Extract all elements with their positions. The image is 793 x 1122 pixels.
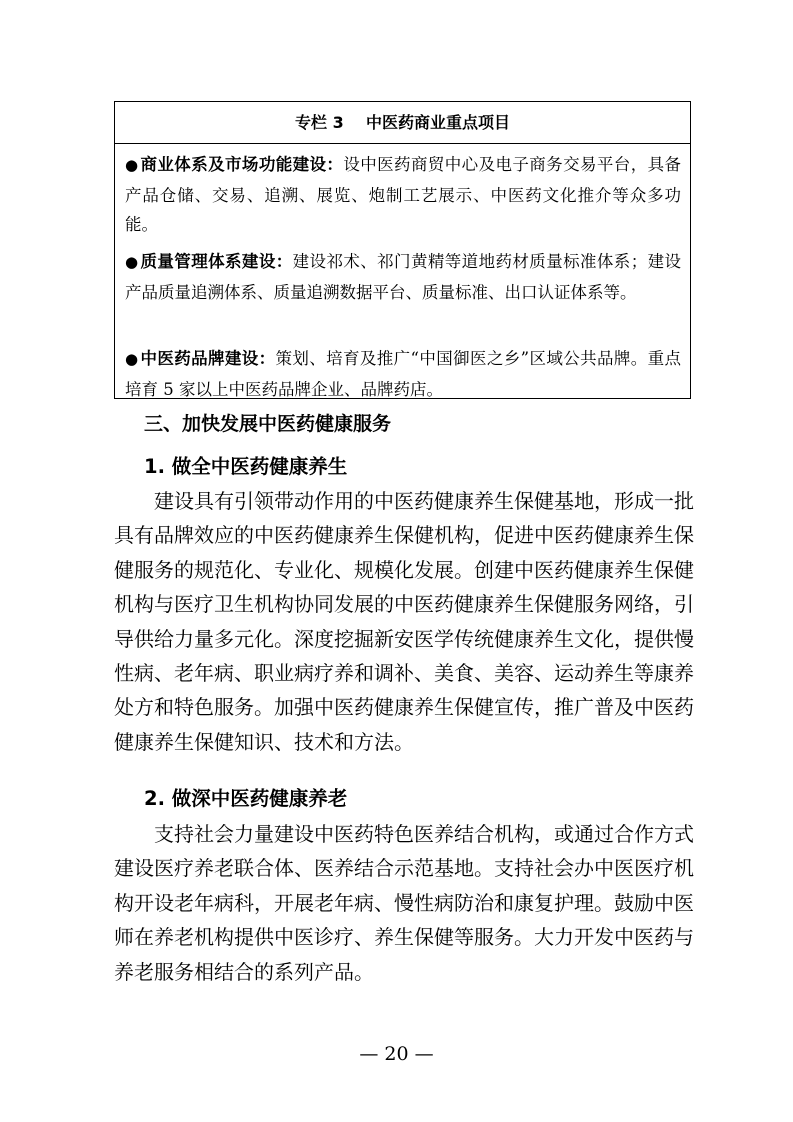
body-paragraph-health-preservation: 建设具有引领带动作用的中医药健康养生保健基地，形成一批具有品牌效应的中医药健康养生保健机构，促进中医药健康养生保健服务的规范化、专业化、规模化发展。创建中医药健康养生保健机构与医疗卫生机构协同发展的中医药健康养生保健服务网络，引导供给力量多元化。深度挖掘新安医学传统健康养生文化，提供慢性病、老年病、职业病疗养和调补、美食、美容、运动养生等康养处方和特色服务。加强中医药健康养生保健宣传，推广普及中医药健康养生保健知识、技术和方法。 [114,489,694,754]
column-item-text: 设中医药商贸中心及电子商务交易平台，具备产品仓储、交易、追溯、展览、炮制工艺展示、中医药文化推介等众多功能。 [125,155,682,234]
column-box [114,101,691,399]
column-item-quality-management [125,247,681,307]
column-item-text: 建设祁术、祁门黄精等道地药材质量标准体系；建设产品质量追溯体系、质量追溯数据平台、质量标准、出口认证体系等。 [125,252,682,302]
bullet-icon: ● [125,156,139,174]
section-heading: 三、加快发展中医药健康服务 [144,413,392,435]
column-item-heading: 质量管理体系建设： [140,252,293,271]
column-item-brand-building [125,344,681,404]
bullet-icon: ● [125,350,139,368]
subsection-heading-health-preservation: 1. 做全中医药健康养生 [144,455,348,478]
column-item-heading: 中医药品牌建设： [140,349,276,368]
bullet-icon: ● [125,253,139,271]
column-item-commerce-system [125,150,681,240]
page-number: — 20 — [359,1043,434,1065]
column-box-title: 专栏 3 中医药商业重点项目 [115,102,690,144]
column-item-text: 策划、培育及推广“中国御医之乡”区域公共品牌。重点培育 5 家以上中医药品牌企业、品牌药店。 [125,349,681,399]
column-item-heading: 商业体系及市场功能建设： [140,155,344,174]
subsection-heading-elderly-care: 2. 做深中医药健康养老 [144,787,348,810]
body-paragraph-elderly-care: 支持社会力量建设中医药特色医养结合机构，或通过合作方式建设医疗养老联合体、医养结合示范基地。支持社会办中医医疗机构开设老年病科，开展老年病、慢性病防治和康复护理。鼓励中医师在养老机构提供中医诊疗、养生保健等服务。大力开发中医药与养老服务相结合的系列产品。 [114,822,694,984]
